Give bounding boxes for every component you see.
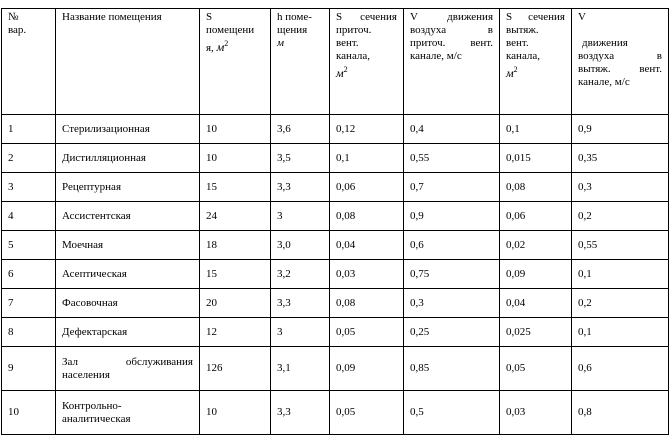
cell-height: 3,3 <box>271 173 330 202</box>
header-v-exhaust-line2: движения <box>582 37 628 49</box>
cell-v-exhaust: 0,2 <box>572 202 669 231</box>
cell-s-supply: 0,09 <box>330 347 404 391</box>
cell-num: 5 <box>2 231 56 260</box>
cell-area: 126 <box>200 347 271 391</box>
cell-area: 20 <box>200 289 271 318</box>
header-area-line2: помещени <box>206 24 255 36</box>
cell-v-exhaust: 0,9 <box>572 115 669 144</box>
header-area <box>200 9 271 115</box>
cell-name <box>56 391 200 435</box>
cell-v-supply: 0,55 <box>404 144 500 173</box>
cell-name <box>56 347 200 391</box>
cell-v-supply: 0,7 <box>404 173 500 202</box>
cell-v-exhaust: 0,8 <box>572 391 669 435</box>
cell-name: Дефектарская <box>56 318 200 347</box>
header-area-line3: я, <box>206 42 214 54</box>
header-v-exhaust-gap <box>578 24 662 37</box>
cell-height: 3,5 <box>271 144 330 173</box>
table-row <box>2 202 669 231</box>
cell-v-exhaust: 0,1 <box>572 260 669 289</box>
header-area-line1: S <box>206 11 213 23</box>
cell-height: 3,6 <box>271 115 330 144</box>
cell-name-line2: населения <box>62 368 110 381</box>
cell-v-supply: 0,4 <box>404 115 500 144</box>
header-s-supply-line4: канала, <box>336 50 371 62</box>
table-row <box>2 347 669 391</box>
cell-name: Фасовочная <box>56 289 200 318</box>
cell-name: Моечная <box>56 231 200 260</box>
header-v-supply-line3: приточ. вент. <box>410 37 493 49</box>
header-s-exhaust <box>500 9 572 115</box>
cell-s-supply: 0,04 <box>330 231 404 260</box>
cell-name: Рецептурная <box>56 173 200 202</box>
cell-area: 24 <box>200 202 271 231</box>
table-row <box>2 289 669 318</box>
cell-name-line1: Контрольно- <box>62 399 122 412</box>
cell-name-line2: аналитическая <box>62 412 131 425</box>
table-row <box>2 318 669 347</box>
table-row <box>2 231 669 260</box>
header-v-exhaust-line1: V <box>578 11 586 23</box>
cell-area: 10 <box>200 391 271 435</box>
header-height-line2: щения <box>277 24 308 36</box>
cell-name: Стерилизационная <box>56 115 200 144</box>
cell-s-exhaust: 0,015 <box>500 144 572 173</box>
cell-s-supply: 0,06 <box>330 173 404 202</box>
cell-s-supply: 0,05 <box>330 391 404 435</box>
header-height-line1: h поме- <box>277 11 312 23</box>
header-num-line1: № <box>8 11 19 23</box>
cell-name: Асептическая <box>56 260 200 289</box>
header-s-exhaust-line3: вент. <box>506 37 529 49</box>
header-v-supply-line4: канале, м/с <box>410 50 462 62</box>
cell-v-supply: 0,5 <box>404 391 500 435</box>
table-row <box>2 260 669 289</box>
cell-s-exhaust: 0,02 <box>500 231 572 260</box>
header-s-supply-unit-exp: 2 <box>343 65 348 74</box>
cell-height: 3,1 <box>271 347 330 391</box>
cell-s-supply: 0,05 <box>330 318 404 347</box>
cell-s-exhaust: 0,03 <box>500 391 572 435</box>
header-s-exhaust-line1: S сечения <box>506 11 565 23</box>
header-area-unit <box>217 40 229 54</box>
header-s-supply-line3: вент. <box>336 37 359 49</box>
header-height-unit: м <box>277 37 285 49</box>
header-s-supply-line2: приточ. <box>336 24 372 36</box>
cell-height: 3,0 <box>271 231 330 260</box>
cell-v-exhaust: 0,55 <box>572 231 669 260</box>
cell-v-supply: 0,3 <box>404 289 500 318</box>
cell-v-supply: 0,85 <box>404 347 500 391</box>
cell-s-exhaust: 0,06 <box>500 202 572 231</box>
cell-area: 15 <box>200 173 271 202</box>
cell-height: 3,3 <box>271 391 330 435</box>
header-v-exhaust-line5: канале, м/с <box>578 76 630 88</box>
header-s-exhaust-unit <box>506 66 518 80</box>
header-s-supply-line1: S сечения <box>336 11 397 23</box>
table-row <box>2 115 669 144</box>
header-v-exhaust-line4: вытяж. вент. <box>578 63 662 75</box>
cell-v-exhaust: 0,35 <box>572 144 669 173</box>
cell-s-exhaust: 0,1 <box>500 115 572 144</box>
cell-name: Ассистентская <box>56 202 200 231</box>
cell-v-supply: 0,9 <box>404 202 500 231</box>
header-area-unit-letter: м <box>216 40 225 54</box>
cell-v-exhaust: 0,2 <box>572 289 669 318</box>
header-v-exhaust <box>572 9 669 115</box>
cell-num: 8 <box>2 318 56 347</box>
cell-num: 1 <box>2 115 56 144</box>
header-s-supply-unit-letter: м <box>336 66 344 80</box>
cell-height: 3 <box>271 202 330 231</box>
cell-v-exhaust: 0,3 <box>572 173 669 202</box>
cell-s-exhaust: 0,09 <box>500 260 572 289</box>
cell-name: Дистилляционная <box>56 144 200 173</box>
header-v-supply-line2: воздуха в <box>410 24 493 36</box>
cell-s-supply: 0,1 <box>330 144 404 173</box>
header-area-unit-exp: 2 <box>224 39 229 48</box>
cell-num: 7 <box>2 289 56 318</box>
cell-area: 18 <box>200 231 271 260</box>
cell-height: 3 <box>271 318 330 347</box>
cell-num: 2 <box>2 144 56 173</box>
cell-s-exhaust: 0,04 <box>500 289 572 318</box>
header-num <box>2 9 56 115</box>
header-v-supply <box>404 9 500 115</box>
cell-s-supply: 0,08 <box>330 289 404 318</box>
header-s-supply <box>330 9 404 115</box>
header-v-supply-line1: V движения <box>410 11 493 23</box>
header-height <box>271 9 330 115</box>
cell-area: 10 <box>200 115 271 144</box>
cell-num: 6 <box>2 260 56 289</box>
cell-area: 10 <box>200 144 271 173</box>
cell-num: 9 <box>2 347 56 391</box>
cell-v-exhaust: 0,6 <box>572 347 669 391</box>
cell-v-supply: 0,25 <box>404 318 500 347</box>
table-row <box>2 173 669 202</box>
header-s-exhaust-unit-letter: м <box>506 66 514 80</box>
header-s-exhaust-line2: вытяж. <box>506 24 539 36</box>
header-s-exhaust-unit-exp: 2 <box>513 65 518 74</box>
cell-s-exhaust: 0,025 <box>500 318 572 347</box>
cell-v-supply: 0,6 <box>404 231 500 260</box>
cell-height: 3,2 <box>271 260 330 289</box>
cell-area: 15 <box>200 260 271 289</box>
cell-num: 4 <box>2 202 56 231</box>
header-s-supply-unit <box>336 66 348 80</box>
cell-num: 3 <box>2 173 56 202</box>
header-name-text: Название помещения <box>62 11 162 23</box>
cell-area: 12 <box>200 318 271 347</box>
cell-v-exhaust: 0,1 <box>572 318 669 347</box>
cell-v-supply: 0,75 <box>404 260 500 289</box>
header-row <box>2 9 669 115</box>
cell-s-exhaust: 0,08 <box>500 173 572 202</box>
cell-num: 10 <box>2 391 56 435</box>
cell-s-supply: 0,12 <box>330 115 404 144</box>
ventilation-table <box>1 8 669 435</box>
header-s-exhaust-line4: канала, <box>506 50 541 62</box>
header-v-exhaust-line3: воздуха в <box>578 50 662 62</box>
table-row <box>2 391 669 435</box>
table-row <box>2 144 669 173</box>
header-name <box>56 9 200 115</box>
cell-height: 3,3 <box>271 289 330 318</box>
cell-s-supply: 0,03 <box>330 260 404 289</box>
cell-s-supply: 0,08 <box>330 202 404 231</box>
header-num-line2: вар. <box>8 24 27 36</box>
cell-name-line1: Зал обслуживания <box>62 355 193 368</box>
cell-s-exhaust: 0,05 <box>500 347 572 391</box>
